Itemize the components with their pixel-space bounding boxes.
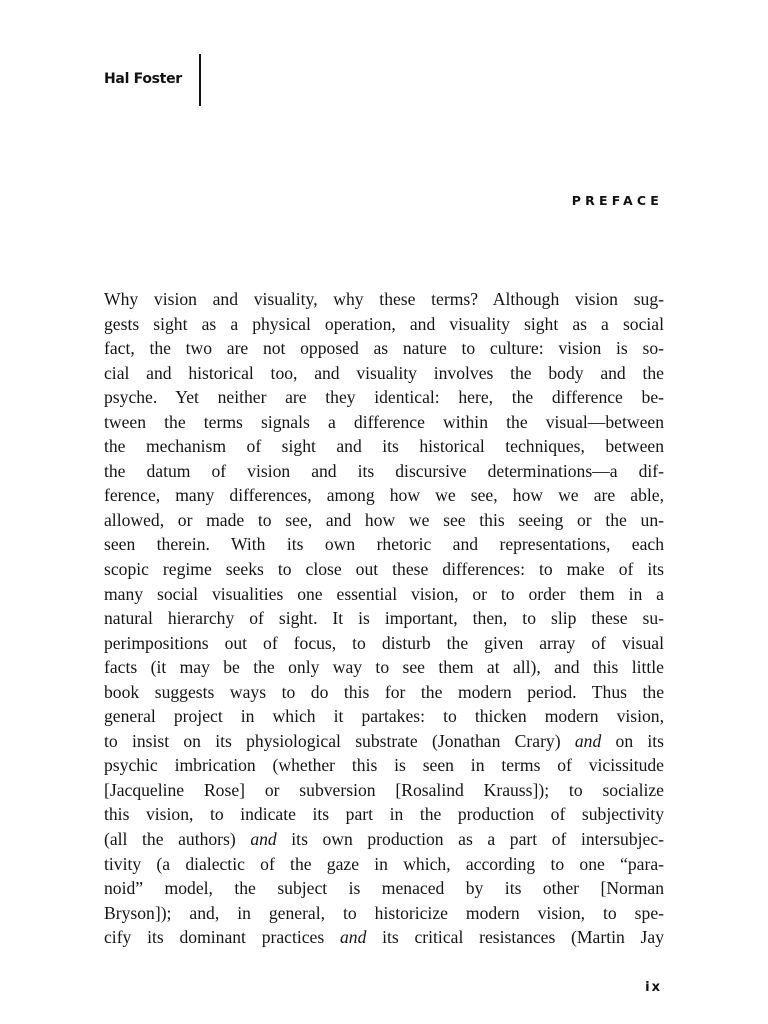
text-line [104,606,664,631]
text-line [104,802,664,827]
text-run: cify its dominant practices [104,927,340,948]
text-line [104,459,664,484]
page-number: ix [645,980,662,995]
text-run: allowed, or made to see, and how we see this seeing or the un- [104,509,664,530]
text-line [104,631,664,656]
text-line [104,287,664,312]
text-run: seen therein. With its own rhetoric and representations, each [104,534,664,555]
text-line [104,901,664,926]
text-run: tween the terms signals a difference within the visual—between [104,411,664,432]
section-title: PREFACE [571,193,663,208]
text-run: scopic regime seeks to close out these differences: to make of its [104,559,664,580]
text-run: facts (it may be the only way to see them at all), and this little [104,657,664,678]
text-line [104,483,664,508]
text-line [104,312,664,337]
text-run: (all the authors) [104,829,251,850]
text-run: perimpositions out of focus, to disturb the given array of visual [104,632,664,653]
text-line [104,336,664,361]
text-line [104,508,664,533]
text-run: to insist on its physiological substrate (Jonathan Crary) [104,730,575,751]
text-line [104,680,664,705]
text-line [104,655,664,680]
text-line [104,704,664,729]
text-line [104,532,664,557]
body-paragraph [104,287,664,950]
text-run: tivity (a dialectic of the gaze in which, according to one “para- [104,853,664,874]
text-run: the datum of vision and its discursive determinations—a dif- [104,460,664,481]
text-line [104,434,664,459]
text-run: ference, many differences, among how we see, how we are able, [104,485,664,506]
emphasis-text: and [250,829,277,850]
text-run: psychic imbrication (whether this is seen in terms of vicissitude [104,755,664,776]
text-run: this vision, to indicate its part in the production of subjectivity [104,804,664,825]
text-line [104,410,664,435]
text-run: general project in which it partakes: to thicken modern vision, [104,706,664,727]
text-run: [Jacqueline Rose] or subversion [Rosalind Krauss]); to socialize [104,779,664,800]
text-run: noid” model, the subject is menaced by its other [Norman [104,878,664,899]
text-line [104,925,664,950]
text-run: gests sight as a physical operation, and visuality sight as a social [104,313,664,334]
text-run: fact, the two are not opposed as nature to culture: vision is so- [104,338,664,359]
text-line [104,385,664,410]
running-head-author: Hal Foster [104,71,182,87]
text-run: its own production as a part of intersubjec- [276,829,664,850]
text-run: Bryson]); and, in general, to historicize modern vision, to spe- [104,902,664,923]
header-rule [199,54,201,106]
text-run: many social visualities one essential vision, or to order them in a [104,583,664,604]
text-line [104,557,664,582]
text-line [104,827,664,852]
text-line [104,778,664,803]
text-run: on its [601,730,665,751]
text-run: its critical resistances (Martin Jay [366,927,664,948]
text-run: natural hierarchy of sight. It is important, then, to slip these su- [104,608,664,629]
text-line [104,876,664,901]
emphasis-text: and [339,927,367,948]
text-line [104,753,664,778]
text-line [104,361,664,386]
text-run: Why vision and visuality, why these terms? Although vision sug- [104,289,664,309]
text-line [104,852,664,877]
text-run: cial and historical too, and visuality involves the body and the [104,362,664,383]
text-line [104,729,664,754]
text-run: book suggests ways to do this for the modern period. Thus the [104,681,664,702]
emphasis-text: and [574,730,602,751]
text-run: psyche. Yet neither are they identical: here, the difference be- [104,387,664,408]
text-run: the mechanism of sight and its historical techniques, between [104,436,664,457]
text-line [104,582,664,607]
